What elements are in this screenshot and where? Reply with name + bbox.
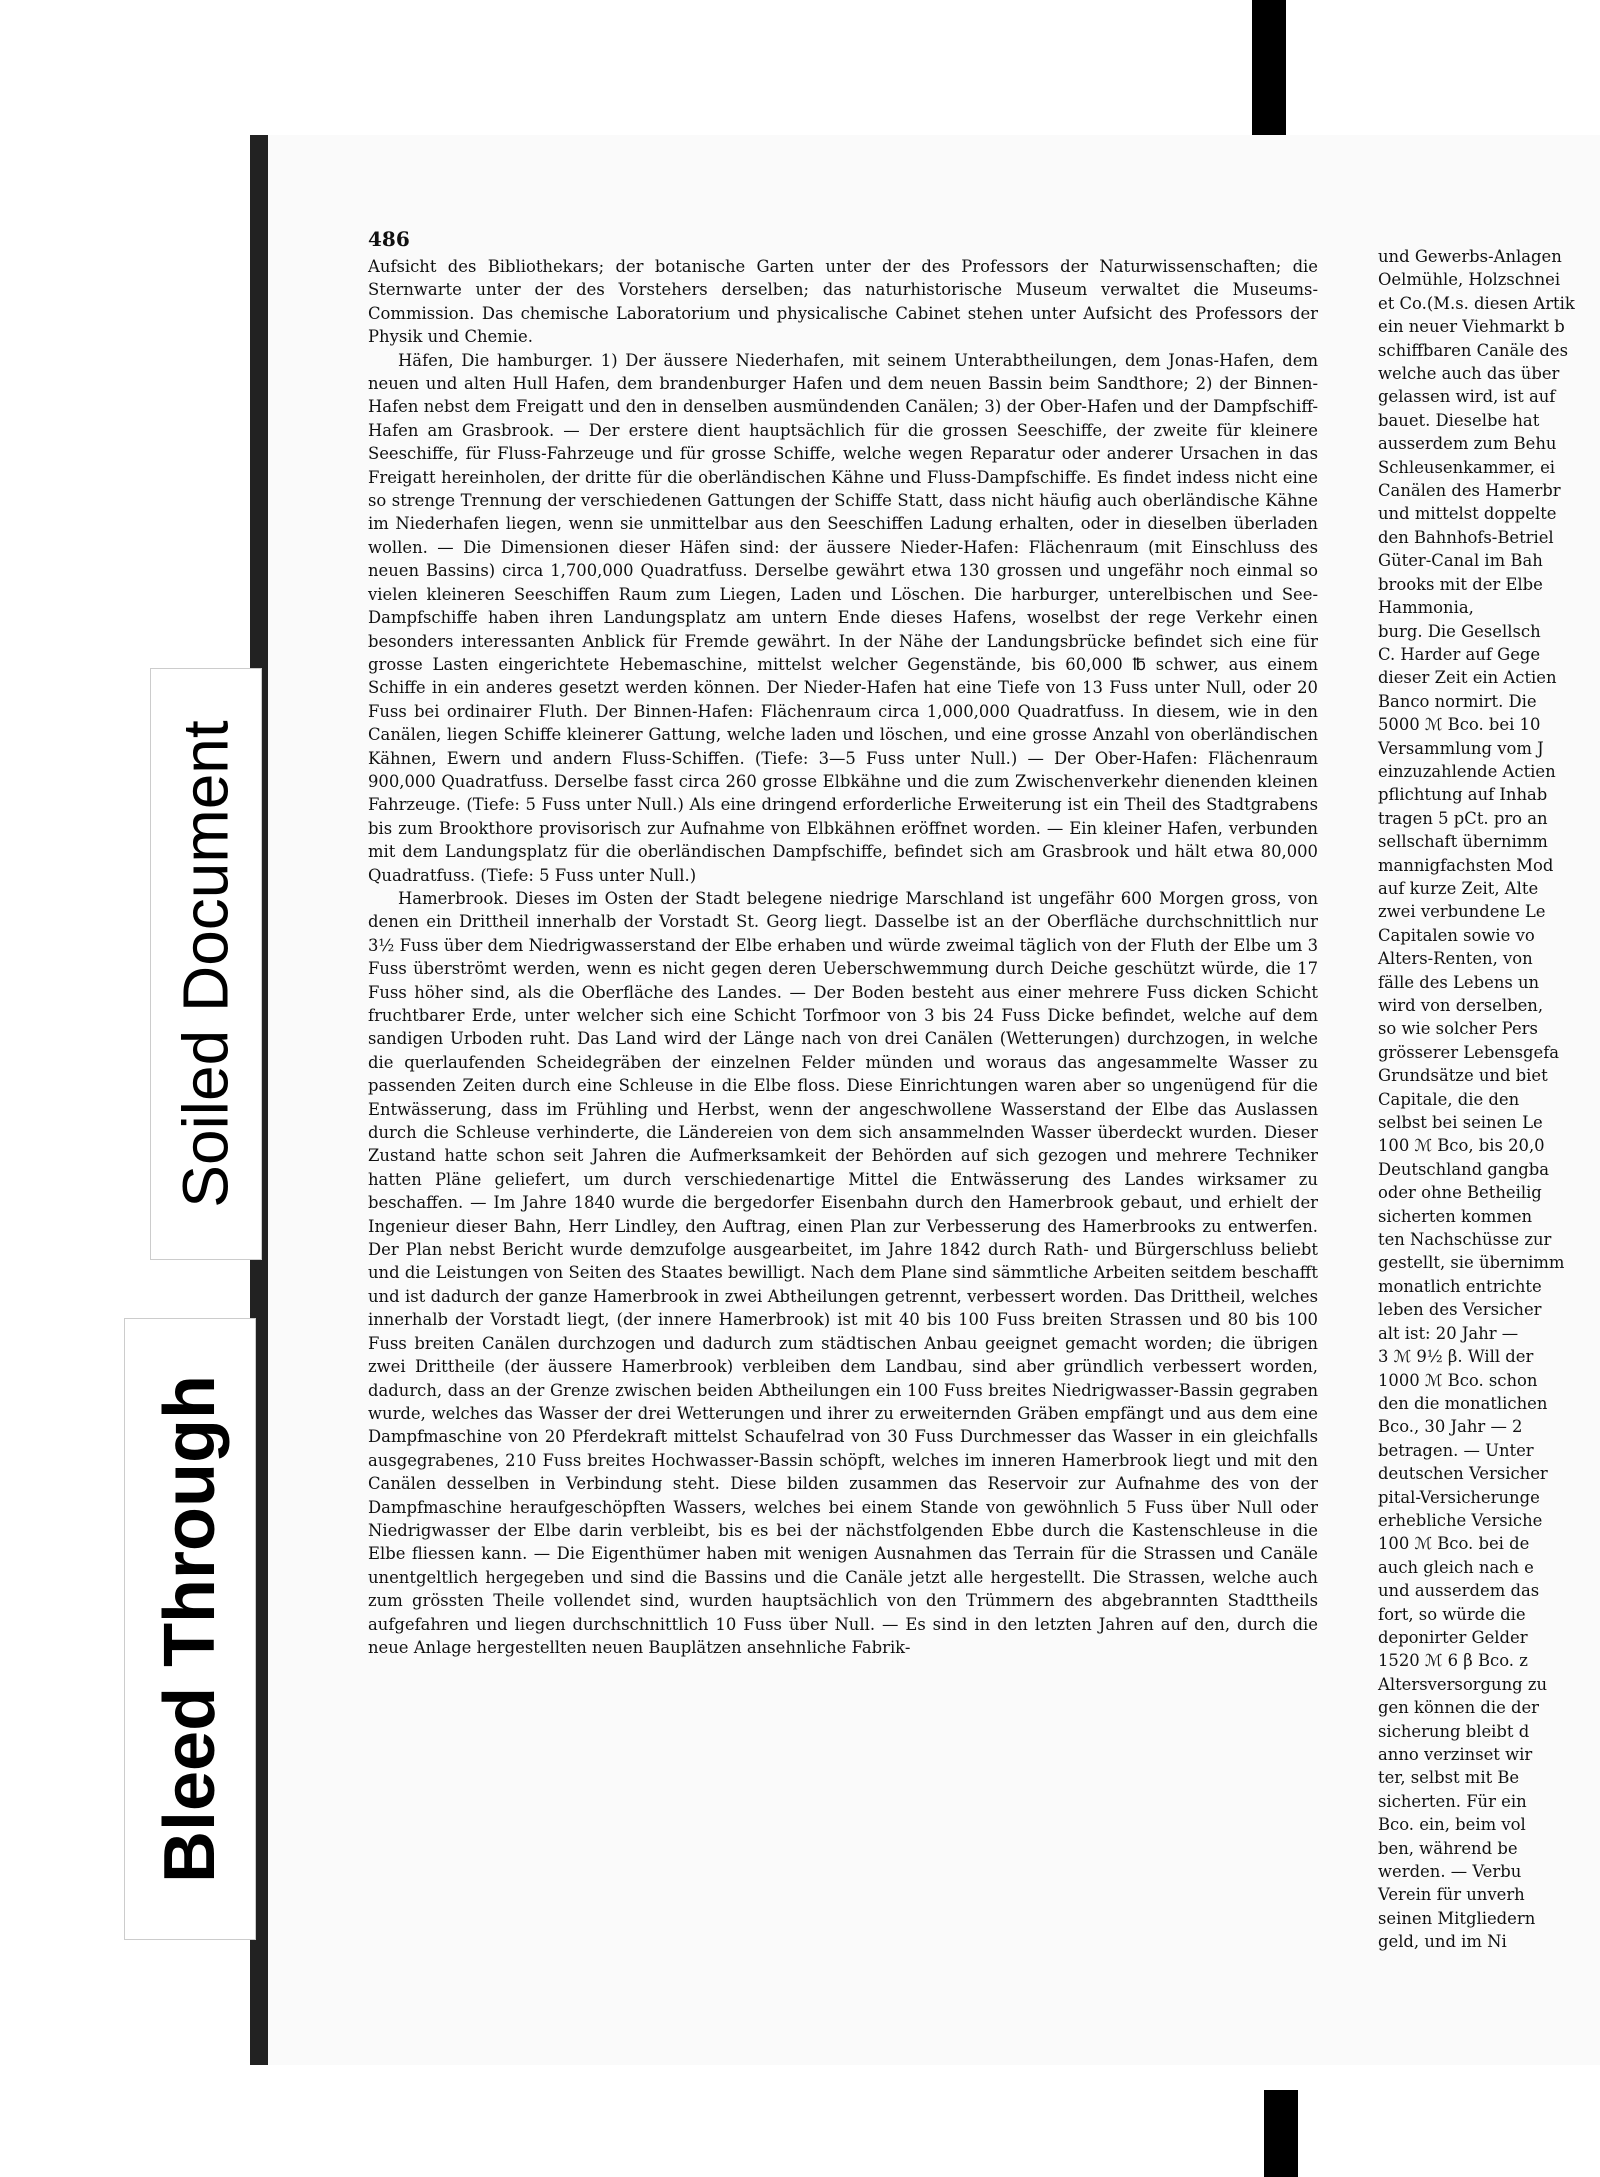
left-page-text bbox=[368, 255, 1318, 1659]
text-line: werden. — Verbu bbox=[1378, 1862, 1522, 1882]
paragraph: Aufsicht des Bibliothekars; der botanische Garten unter der des Professors der Naturwissenschaften; die Sternwarte unter der des Vorstehers derselben; das naturhistorische Museum verwaltet die Museums-Commission. Das chemische Laboratorium und physicalische Cabinet stehen unter Aufsicht des Professors der Physik und Chemie. bbox=[368, 257, 1318, 347]
text-line: geld, und im Ni bbox=[1378, 1932, 1507, 1952]
text-line: und Gewerbs-Anlagen bbox=[1378, 247, 1562, 266]
text-line: grösserer Lebensgefa bbox=[1378, 1042, 1560, 1062]
text-line: 3 ℳ 9½ β. Will der bbox=[1378, 1347, 1534, 1367]
page-number: 486 bbox=[368, 227, 410, 251]
text-line: Güter-Canal im Bah bbox=[1378, 551, 1543, 571]
text-line: betragen. — Unter bbox=[1378, 1440, 1534, 1460]
left-page-content bbox=[368, 227, 1318, 2045]
text-line: selbst bei seinen Le bbox=[1378, 1113, 1543, 1133]
text-line: burg. Die Gesellsch bbox=[1378, 621, 1541, 641]
text-line: oder ohne Betheilig bbox=[1378, 1183, 1542, 1203]
paragraph: Häfen, Die hamburger. 1) Der äussere Niederhafen, mit seinem Unterabtheilungen, dem Jonas-Hafen, dem neuen und alten Hull Hafen, dem brandenburger Hafen und dem neuen Bassin beim Sandthore; 2) der Binnen-Hafen nebst dem Freigatt und den in denselben ausmündenden Canälen; 3) der Ober-Hafen und der Dampfschiff-Hafen am Grasbrook. — Der erstere dient hauptsächlich für die grossen Seeschiffe, der zweite für kleinere Seeschiffe, für Fluss-Fahrzeuge und für grosse Schiffe, welche wegen Reparatur oder anderer Ursachen in das Freigatt hereinholen, der dritte für die oberländischen Kähne und Fluss-Dampfschiffe. Es findet indess nicht eine so strenge Trennung der verschiedenen Gattungen der Schiffe Statt, dass nicht häufig auch oberländische Kähne im Niederhafen liegen, wenn sie unmittelbar aus den Seeschiffen Ladung erhalten, oder in dieselben überladen wollen. — Die Dimensionen dieser Häfen sind: der äussere Nieder-Hafen: Flächenraum (mit Einschluss des neuen Bassins) circa 1,700,000 Quadratfuss. Derselbe gewährt etwa 130 grossen und ungefähr noch einmal so vielen kleineren Seeschiffen Raum zum Liegen, Laden und Löschen. Die harburger, unterelbischen und See-Dampfschiffe haben ihren Landungsplatz am untern Ende dieses Hafens, woselbst der rege Verkehr einen besonders interessanten Anblick für Fremde gewährt. In der Nähe der Landungsbrücke befindet sich eine für grosse Lasten eingerichtete Hebemaschine, mittelst welcher Gegenstände, bis 60,000 ℔ schwer, aus einem Schiffe in ein anderes gesetzt werden können. Der Nieder-Hafen hat eine Tiefe von 13 Fuss unter Null, oder 20 Fuss bei ordinairer Fluth. Der Binnen-Hafen: Flächenraum circa 1,000,000 Quadratfuss. In diesem, wie in den Canälen, liegen Schiffe kleinerer Gattung, welche laden und löschen, und eine grosse Anzahl von oberländischen Kähnen, Ewern und andern Fluss-Schiffen. (Tiefe: 3—5 Fuss unter Null.) — Der Ober-Hafen: Flächenraum 900,000 Quadratfuss. Derselbe fasst circa 260 grosse Elbkähne und die zum Zwischenverkehr dienenden kleinen Fahrzeuge. (Tiefe: 5 Fuss unter Null.) Als eine dringend erforderliche Erweiterung ist ein Theil des Stadtgrabens bis zum Brookthore provisorisch zur Aufnahme von Elbkähnen eröffnet worden. — Ein kleiner Hafen, verbunden mit dem Landungsplatz für die oberländischen Dampfschiffe, befindet sich am Grasbrook und hält etwa 80,000 Quadratfuss. (Tiefe: 5 Fuss unter Null.) bbox=[368, 350, 1318, 885]
text-line: Banco normirt. Die bbox=[1378, 691, 1537, 711]
text-line: fort, so würde die bbox=[1378, 1604, 1526, 1624]
text-line: Oelmühle, Holzschnei bbox=[1378, 270, 1561, 290]
text-line: Canälen des Hamerbr bbox=[1378, 481, 1561, 501]
text-line: et Co.(M.s. diesen Artik bbox=[1378, 293, 1575, 313]
text-line: pital-Versicherunge bbox=[1378, 1487, 1540, 1507]
text-line: Grundsätze und biet bbox=[1378, 1066, 1548, 1086]
text-line: 1000 ℳ Bco. schon bbox=[1378, 1370, 1538, 1390]
text-line: alt ist: 20 Jahr — bbox=[1378, 1323, 1519, 1343]
text-line: C. Harder auf Gege bbox=[1378, 644, 1541, 664]
paragraph: Hamerbrook. Dieses im Osten der Stadt belegene niedrige Marschland ist ungefähr 600 Morgen gross, von denen ein Drittheil innerhalb der Vorstadt St. Georg liegt. Dasselbe ist an der Oberfläche durchschnittlich nur 3½ Fuss über dem Niedrigwasserstand der Elbe erhaben und würde zweimal täglich von der Fluth der Elbe um 3 Fuss überströmt werden, wenn es nicht gegen deren Ueberschwemmung durch Deiche geschützt würde, die 17 Fuss höher sind, als die Oberfläche des Landes. — Der Boden besteht aus einer mehrere Fuss dicken Schicht fruchtbarer Erde, unter welcher sich eine Schicht Torfmoor von 3 bis 24 Fuss Dicke befindet, welche auf dem sandigen Urboden ruht. Das Land wird der Länge nach von drei Canälen (Wetterungen) durchzogen, in welche die querlaufenden Scheidegräben der einzelnen Felder münden und woraus das angesammelte Wasser zu passenden Zeiten durch eine Schleuse in die Elbe floss. Diese Einrichtungen waren aber so ungenügend für die Entwässerung, dass im Frühling und Herbst, wenn der angeschwollene Wasserstand der Elbe das Auslassen durch die Schleuse verhinderte, die Ländereien von dem sich ansammelnden Wasser überdeckt wurden. Dieser Zustand hatte schon seit Jahren die Aufmerksamkeit der Behörden auf sich gezogen und mehrere Techniker hatten Pläne geliefert, um durch verschiedenartige Mittel die Entwässerung des Landes wirksamer zu beschaffen. — Im Jahre 1840 wurde die bergedorfer Eisenbahn durch den Hamerbrook gebaut, und erhielt der Ingenieur dieser Bahn, Herr Lindley, den Auftrag, einen Plan zur Verbesserung des Hamerbrooks zu entwerfen. Der Plan nebst Bericht wurde demzufolge ausgearbeitet, im Jahre 1842 durch Rath- und Bürgerschluss beliebt und die Leistungen von Seiten des Staates bewilligt. Nach dem Plane sind sämmtliche Arbeiten seitdem beschafft und ist dadurch der ganze Hamerbrook in zwei Abtheilungen getrennt, verbessert worden. Das Drittheil, welches innerhalb der Vorstadt liegt, (der innere Hamerbrook) ist mit 40 bis 100 Fuss breiten Strassen und 80 bis 100 Fuss breiten Canälen durchzogen und dadurch zum städtischen Anbau geeignet gemacht worden; die übrigen zwei Drittheile (der äussere Hamerbrook) verbleiben dem Landbau, sind aber gründlich verbessert worden, dadurch, dass an der Grenze zwischen beiden Abtheilungen ein 100 Fuss breites Niedrigwasser-Bassin gegraben wurde, welches das Wasser der drei Wetterungen und ihrer zu erweiternden Gräben empfängt und aus dem eine Dampfmaschine von 20 Pferdekraft mittelst Schaufelrad von 30 Fuss Durchmesser das Wasser in ein gleichfalls ausgegrabenes, 210 Fuss breites Hochwasser-Bassin schöpft, welches im inneren Hamerbrook liegt und mit den Canälen desselben in Verbindung steht. Diese bilden zusammen das Reservoir zur Aufnahme des von der Dampfmaschine heraufgeschöpften Wassers, welches bei einem Stande von gewöhnlich 5 Fuss über Null oder Niedrigwasser der Elbe darin verbleibt, bis es bei der nächstfolgenden Ebbe durch die Kastenschleuse in die Elbe fliessen kann. — Die Eigenthümer haben mit wenigen Ausnahmen das Terrain für die Strassen und Canäle unentgeltlich hergegeben und sind die Bassins und die Canäle jetzt alle hergestellt. Die Strassen, welche auch zum grössten Theile vollendet sind, wurden hauptsächlich von den Trümmern des abgebrannten Stadttheils aufgefahren und liegen durchschnittlich 10 Fuss über Null. — Es sind in den letzten Jahren auf den, durch die neue Anlage hergestellten neuen Bauplätzen ansehnliche Fabrik- bbox=[368, 888, 1318, 1657]
text-line: brooks mit der Elbe bbox=[1378, 574, 1543, 594]
text-line: erhebliche Versiche bbox=[1378, 1510, 1543, 1530]
bleed-through-stamp bbox=[124, 1318, 256, 1940]
text-line: schiffbaren Canäle des bbox=[1378, 340, 1568, 360]
text-line: tragen 5 pCt. pro an bbox=[1378, 808, 1548, 828]
text-line: Bco., 30 Jahr — 2 bbox=[1378, 1417, 1523, 1437]
text-line: Verein für unverh bbox=[1378, 1885, 1525, 1905]
right-book-page bbox=[1338, 135, 1600, 2065]
text-line: gestellt, sie übernimm bbox=[1378, 1253, 1565, 1273]
text-line: mannigfachsten Mod bbox=[1378, 855, 1554, 875]
right-page-text bbox=[1378, 245, 1600, 1954]
text-line: dieser Zeit ein Actien bbox=[1378, 668, 1557, 688]
text-line: deutschen Versicher bbox=[1378, 1464, 1548, 1484]
text-line: sicherten kommen bbox=[1378, 1206, 1533, 1226]
text-line: ben, während be bbox=[1378, 1838, 1518, 1858]
text-line: Capitalen sowie vo bbox=[1378, 925, 1535, 945]
text-line: bauet. Dieselbe hat bbox=[1378, 410, 1540, 430]
text-line: Capitale, die den bbox=[1378, 1089, 1520, 1109]
text-line: welche auch das über bbox=[1378, 364, 1560, 384]
text-line: einzuzahlende Actien bbox=[1378, 761, 1556, 781]
text-line: auf kurze Zeit, Alte bbox=[1378, 878, 1539, 898]
text-line: ter, selbst mit Be bbox=[1378, 1768, 1520, 1788]
text-line: deponirter Gelder bbox=[1378, 1627, 1528, 1647]
text-line: sicherten. Für ein bbox=[1378, 1791, 1527, 1811]
text-line: sicherung bleibt d bbox=[1378, 1721, 1530, 1741]
text-line: Bco. ein, beim vol bbox=[1378, 1815, 1526, 1835]
text-line: sellschaft übernimm bbox=[1378, 832, 1548, 852]
text-line: Altersversorgung zu bbox=[1378, 1674, 1548, 1694]
left-book-page bbox=[250, 135, 1362, 2065]
soiled-document-stamp bbox=[150, 668, 262, 1260]
text-line: und mittelst doppelte bbox=[1378, 504, 1557, 524]
bleed-through-label: Bleed Through bbox=[150, 1375, 231, 1883]
text-line: zwei verbundene Le bbox=[1378, 902, 1546, 922]
text-line: und ausserdem das bbox=[1378, 1581, 1540, 1601]
text-line: Schleusenkammer, ei bbox=[1378, 457, 1556, 477]
text-line: Versammlung vom J bbox=[1378, 738, 1544, 758]
text-line: leben des Versicher bbox=[1378, 1300, 1542, 1320]
soiled-document-label: Soiled Document bbox=[170, 720, 242, 1208]
text-line: den Bahnhofs-Betriel bbox=[1378, 527, 1554, 547]
text-line: seinen Mitgliedern bbox=[1378, 1908, 1536, 1928]
text-line: monatlich entrichte bbox=[1378, 1276, 1542, 1296]
text-line: Hammonia, bbox=[1378, 598, 1474, 618]
text-line: gelassen wird, ist auf bbox=[1378, 387, 1556, 407]
text-line: ein neuer Viehmarkt b bbox=[1378, 317, 1565, 337]
text-line: den die monatlichen bbox=[1378, 1393, 1548, 1413]
text-line: fälle des Lebens un bbox=[1378, 972, 1540, 992]
text-line: 100 ℳ Bco. bei de bbox=[1378, 1534, 1530, 1554]
text-line: 100 ℳ Bco, bis 20,0 bbox=[1378, 1136, 1545, 1156]
text-line: Deutschland gangba bbox=[1378, 1159, 1549, 1179]
text-line: 1520 ℳ 6 β Bco. z bbox=[1378, 1651, 1528, 1671]
text-line: ausserdem zum Behu bbox=[1378, 434, 1557, 454]
text-line: wird von derselben, bbox=[1378, 996, 1544, 1015]
scan-edge-strip-bottom bbox=[1264, 2090, 1298, 2177]
text-line: anno verzinset wir bbox=[1378, 1745, 1533, 1764]
text-line: gen können die der bbox=[1378, 1698, 1540, 1718]
text-line: auch gleich nach e bbox=[1378, 1557, 1534, 1577]
text-line: 5000 ℳ Bco. bei 10 bbox=[1378, 715, 1541, 735]
text-line: pflichtung auf Inhab bbox=[1378, 785, 1548, 805]
text-line: so wie solcher Pers bbox=[1378, 1019, 1538, 1039]
text-line: Alters-Renten, von bbox=[1378, 949, 1533, 969]
text-line: ten Nachschüsse zur bbox=[1378, 1230, 1552, 1250]
scan-edge-strip-top bbox=[1252, 0, 1286, 150]
